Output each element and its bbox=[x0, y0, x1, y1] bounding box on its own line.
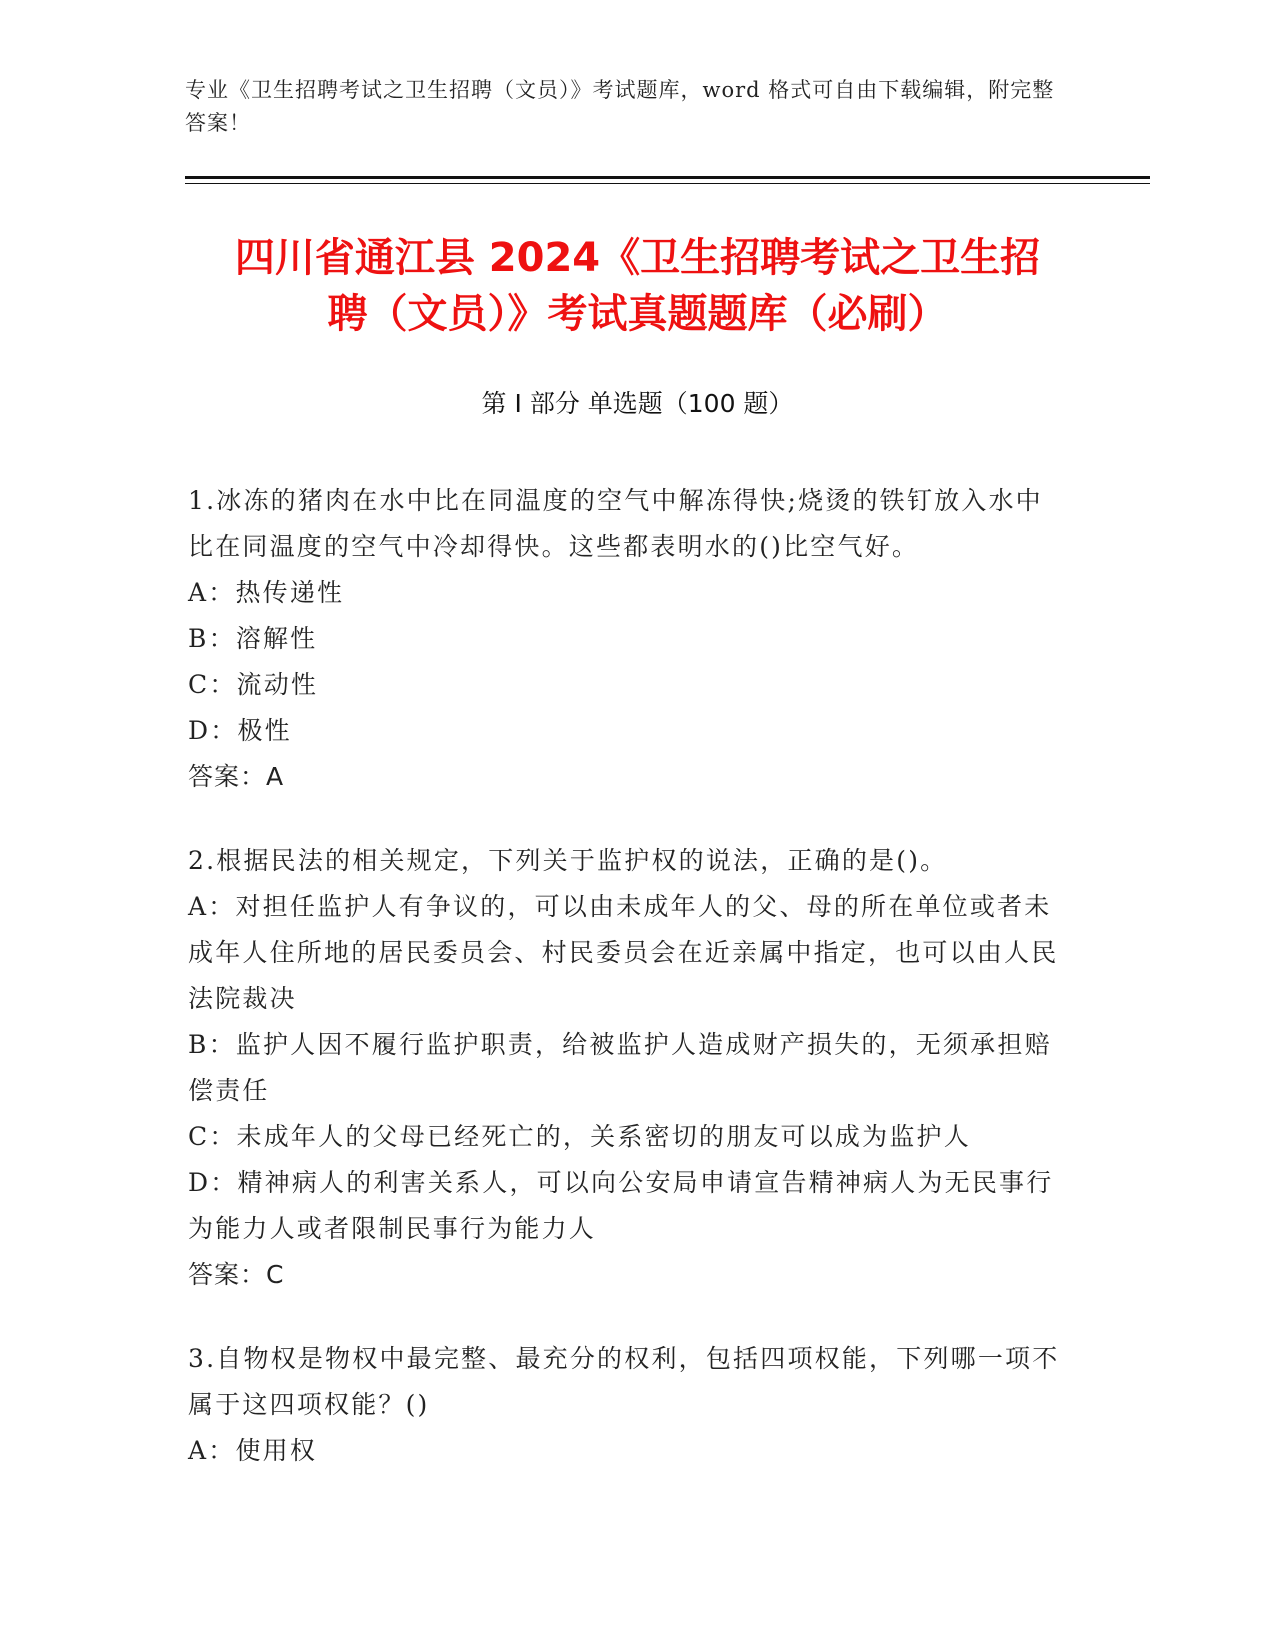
option-a: A：热传递性 bbox=[188, 578, 345, 607]
question-stem: 1.冰冻的猪肉在水中比在同温度的空气中解冻得快;烧烫的铁钉放入水中比在同温度的空气中冷却得快。这些都表明水的()比空气好。 bbox=[188, 486, 1043, 561]
option-a: A：对担任监护人有争议的，可以由未成年人的父、母的所在单位或者未成年人住所地的居民委员会、村民委员会在近亲属中指定，也可以由人民法院裁决 bbox=[188, 892, 1059, 1013]
page-title bbox=[185, 230, 1090, 342]
option-d: D：极性 bbox=[188, 716, 292, 745]
answer-line: 答案：A bbox=[188, 762, 285, 791]
document-intro: 专业《卫生招聘考试之卫生招聘（文员）》考试题库，word 格式可自由下载编辑，附完整答案！ bbox=[185, 78, 1055, 135]
option-d: D：精神病人的利害关系人，可以向公安局申请宣告精神病人为无民事行为能力人或者限制民事行为能力人 bbox=[188, 1168, 1054, 1243]
title-line-1: 四川省通江县 2024《卫生招聘考试之卫生招 bbox=[234, 235, 1041, 281]
question-3 bbox=[188, 1336, 1068, 1474]
option-a: A：使用权 bbox=[188, 1436, 318, 1465]
header-divider-thin bbox=[185, 183, 1150, 184]
answer-line: 答案：C bbox=[188, 1260, 285, 1289]
title-line-2: 聘（文员）》考试真题题库（必刷） bbox=[327, 291, 948, 337]
option-b: B：监护人因不履行监护职责，给被监护人造成财产损失的，无须承担赔偿责任 bbox=[188, 1030, 1052, 1105]
header-divider-thick bbox=[185, 176, 1150, 179]
question-stem: 3.自物权是物权中最完整、最充分的权利，包括四项权能，下列哪一项不属于这四项权能？() bbox=[188, 1344, 1060, 1419]
question-list bbox=[188, 478, 1068, 1512]
question-1 bbox=[188, 478, 1068, 800]
option-c: C：未成年人的父母已经死亡的，关系密切的朋友可以成为监护人 bbox=[188, 1122, 971, 1151]
option-b: B：溶解性 bbox=[188, 624, 318, 653]
section-heading: 第 I 部分 单选题（100 题） bbox=[481, 389, 794, 418]
option-c: C：流动性 bbox=[188, 670, 319, 699]
question-2 bbox=[188, 838, 1068, 1298]
question-stem: 2.根据民法的相关规定，下列关于监护权的说法，正确的是()。 bbox=[188, 846, 948, 875]
